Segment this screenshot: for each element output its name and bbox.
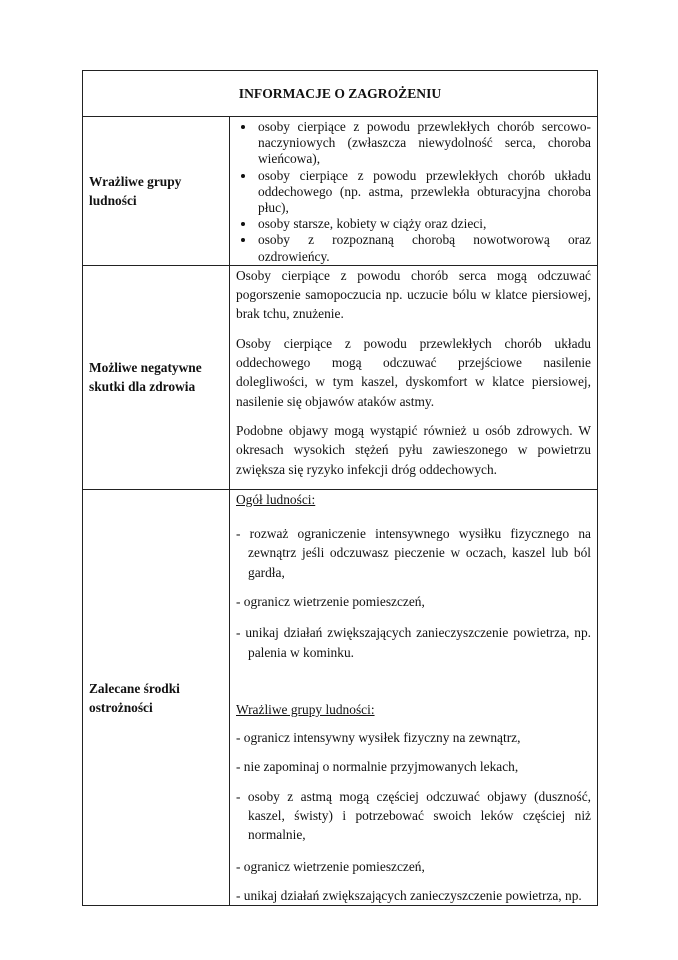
hazard-info-table bbox=[82, 70, 598, 906]
sensitive-groups-cell bbox=[230, 117, 598, 266]
list-item: - ogranicz wietrzenie pomieszczeń, bbox=[236, 593, 425, 609]
row-label-sensitive-groups: Wrażliwe grupy ludności bbox=[83, 117, 230, 266]
list-item: - osoby z astmą mogą częściej odczuwać objawy (duszność, kaszel, świsty) i potrzebować swoich leków częściej niż normalnie, bbox=[236, 788, 591, 843]
row-label-health-effects: Możliwe negatywne skutki dla zdrowia bbox=[83, 265, 230, 489]
list-item: • osoby cierpiące z powodu przewlekłych chorób układu oddechowego (np. astma, przewlekła obturacyjna choroba płuc), bbox=[256, 168, 591, 217]
list-item: • osoby cierpiące z powodu przewlekłych chorób sercowo-naczyniowych (zwłaszcza niewydolność serca, choroba wieńcowa), bbox=[256, 119, 591, 168]
list-item: - unikaj działań zwiększających zanieczyszczenie powietrza, np. bbox=[236, 887, 582, 903]
group-heading: Wrażliwe grupy ludności: bbox=[236, 701, 375, 717]
list-item: - ogranicz wietrzenie pomieszczeń, bbox=[236, 858, 425, 874]
paragraph: Osoby cierpiące z powodu chorób serca mogą odczuwać pogorszenie samopoczucia np. uczucie bólu w klatce piersiowej, brak tchu, znużenie. bbox=[236, 267, 591, 322]
list-item: - unikaj działań zwiększających zanieczyszczenie powietrza, np. palenia w kominku. bbox=[236, 625, 591, 660]
precautions-cell bbox=[230, 489, 598, 905]
list-item: • osoby z rozpoznaną chorobą nowotworową oraz ozdrowieńcy. bbox=[256, 232, 591, 264]
health-effects-cell bbox=[230, 265, 598, 489]
paragraph: Podobne objawy mogą wystąpić również u osób zdrowych. W okresach wysokich stężeń pyłu zawieszonego w powietrzu zwiększa się ryzyko infekcji dróg oddechowych. bbox=[236, 422, 591, 477]
row-label-precautions: Zalecane środki ostrożności bbox=[83, 489, 230, 905]
list-item: - nie zapominaj o normalnie przyjmowanych lekach, bbox=[236, 759, 519, 775]
list-item: • osoby starsze, kobiety w ciąży oraz dzieci, bbox=[256, 216, 591, 232]
paragraph: Osoby cierpiące z powodu przewlekłych chorób układu oddechowego mogą odczuwać przejściowe nasilenie dolegliwości, w tym kaszel, dyskomfort w klatce piersiowej, nasilenie się objawów ataków astmy. bbox=[236, 335, 591, 409]
list-item: - rozważ ograniczenie intensywnego wysiłku fizycznego na zewnątrz jeśli odczuwasz pieczenie w oczach, kaszel lub ból gardła, bbox=[236, 526, 591, 580]
group-heading: Ogół ludności: bbox=[236, 491, 316, 507]
list-item: - ogranicz intensywny wysiłek fizyczny na zewnątrz, bbox=[236, 730, 521, 746]
table-title: INFORMACJE O ZAGROŻENIU bbox=[83, 71, 598, 117]
